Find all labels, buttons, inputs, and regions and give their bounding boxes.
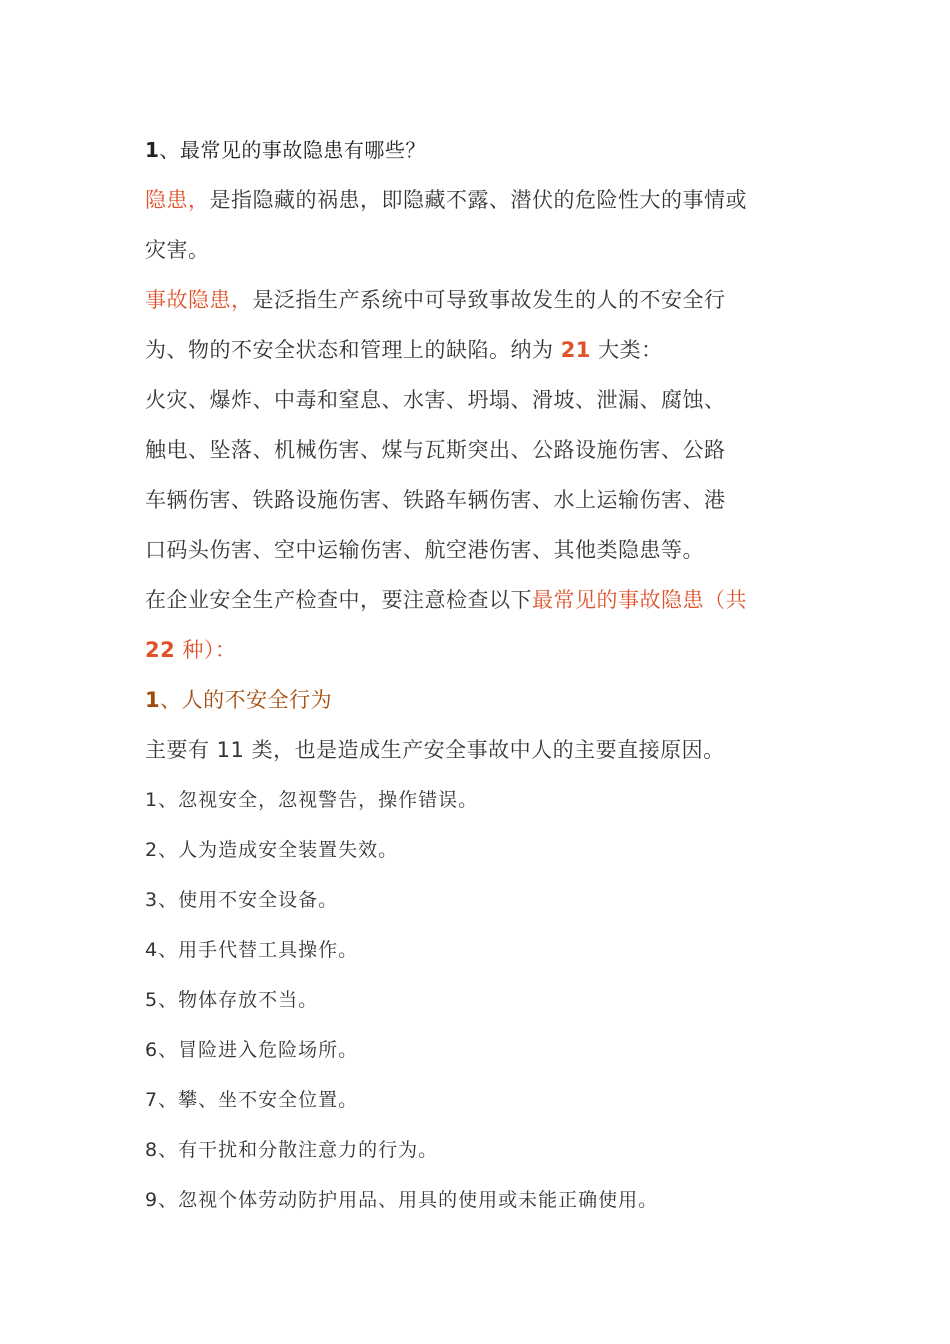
category-line: 触电、坠落、机械伤害、煤与瓦斯突出、公路设施伤害、公路 [145, 438, 726, 462]
section-number: 1 [145, 688, 161, 712]
list-item: 6、冒险进入危险场所。 [145, 1039, 359, 1061]
accident-hazard-definition-pre: 为、物的不安全状态和管理上的缺陷。纳为 [145, 338, 561, 362]
inspection-note-line-2 [145, 625, 810, 675]
inspection-highlight: 最常见的事故隐患（共 [532, 588, 747, 612]
hazard-definition-line-2 [145, 225, 810, 275]
hazard-count: 22 [145, 638, 176, 662]
accident-hazard-term: 事故隐患， [145, 288, 253, 312]
inspection-note-text: 在企业安全生产检查中，要注意检查以下 [145, 588, 532, 612]
hazard-definition-text: 是指隐藏的祸患，即隐藏不露、潜伏的危险性大的事情或 [209, 188, 747, 212]
list-item: 9、忽视个体劳动防护用品、用具的使用或未能正确使用。 [145, 1189, 659, 1211]
section-intro: 主要有 11 类，也是造成生产安全事故中人的主要直接原因。 [145, 738, 725, 762]
list-item: 7、攀、坐不安全位置。 [145, 1089, 359, 1111]
hazard-count-suffix: 种）： [175, 638, 237, 662]
category-line: 车辆伤害、铁路设施伤害、铁路车辆伤害、水上运输伤害、港 [145, 488, 726, 512]
hazard-definition-line-1 [145, 175, 810, 225]
section-title: 、人的不安全行为 [160, 688, 333, 712]
document-page [145, 125, 810, 1225]
list-item: 5、物体存放不当。 [145, 989, 319, 1011]
list-item: 8、有干扰和分散注意力的行为。 [145, 1139, 439, 1161]
list-item: 2、人为造成安全装置失效。 [145, 839, 399, 861]
hazard-definition-end: 灾害。 [145, 238, 210, 262]
category-line: 火灾、爆炸、中毒和窒息、水害、坍塌、滑坡、泄漏、腐蚀、 [145, 388, 726, 412]
category-line: 口码头伤害、空中运输伤害、航空港伤害、其他类隐患等。 [145, 538, 704, 562]
question-heading [145, 125, 810, 175]
accident-hazard-definition-post: 大类： [590, 338, 663, 362]
list-item: 4、用手代替工具操作。 [145, 939, 359, 961]
accident-hazard-definition-line-1 [145, 275, 810, 325]
category-count: 21 [560, 338, 591, 362]
accident-hazard-definition-line-2 [145, 325, 810, 375]
hazard-term: 隐患， [145, 188, 210, 212]
question-text: 、最常见的事故隐患有哪些？ [159, 138, 426, 162]
accident-hazard-definition-text: 是泛指生产系统中可导致事故发生的人的不安全行 [252, 288, 726, 312]
list-item: 1、忽视安全，忽视警告，操作错误。 [145, 789, 479, 811]
section-heading [145, 675, 810, 725]
question-number: 1 [145, 138, 160, 162]
list-item: 3、使用不安全设备。 [145, 889, 339, 911]
inspection-note-line-1 [145, 575, 810, 625]
